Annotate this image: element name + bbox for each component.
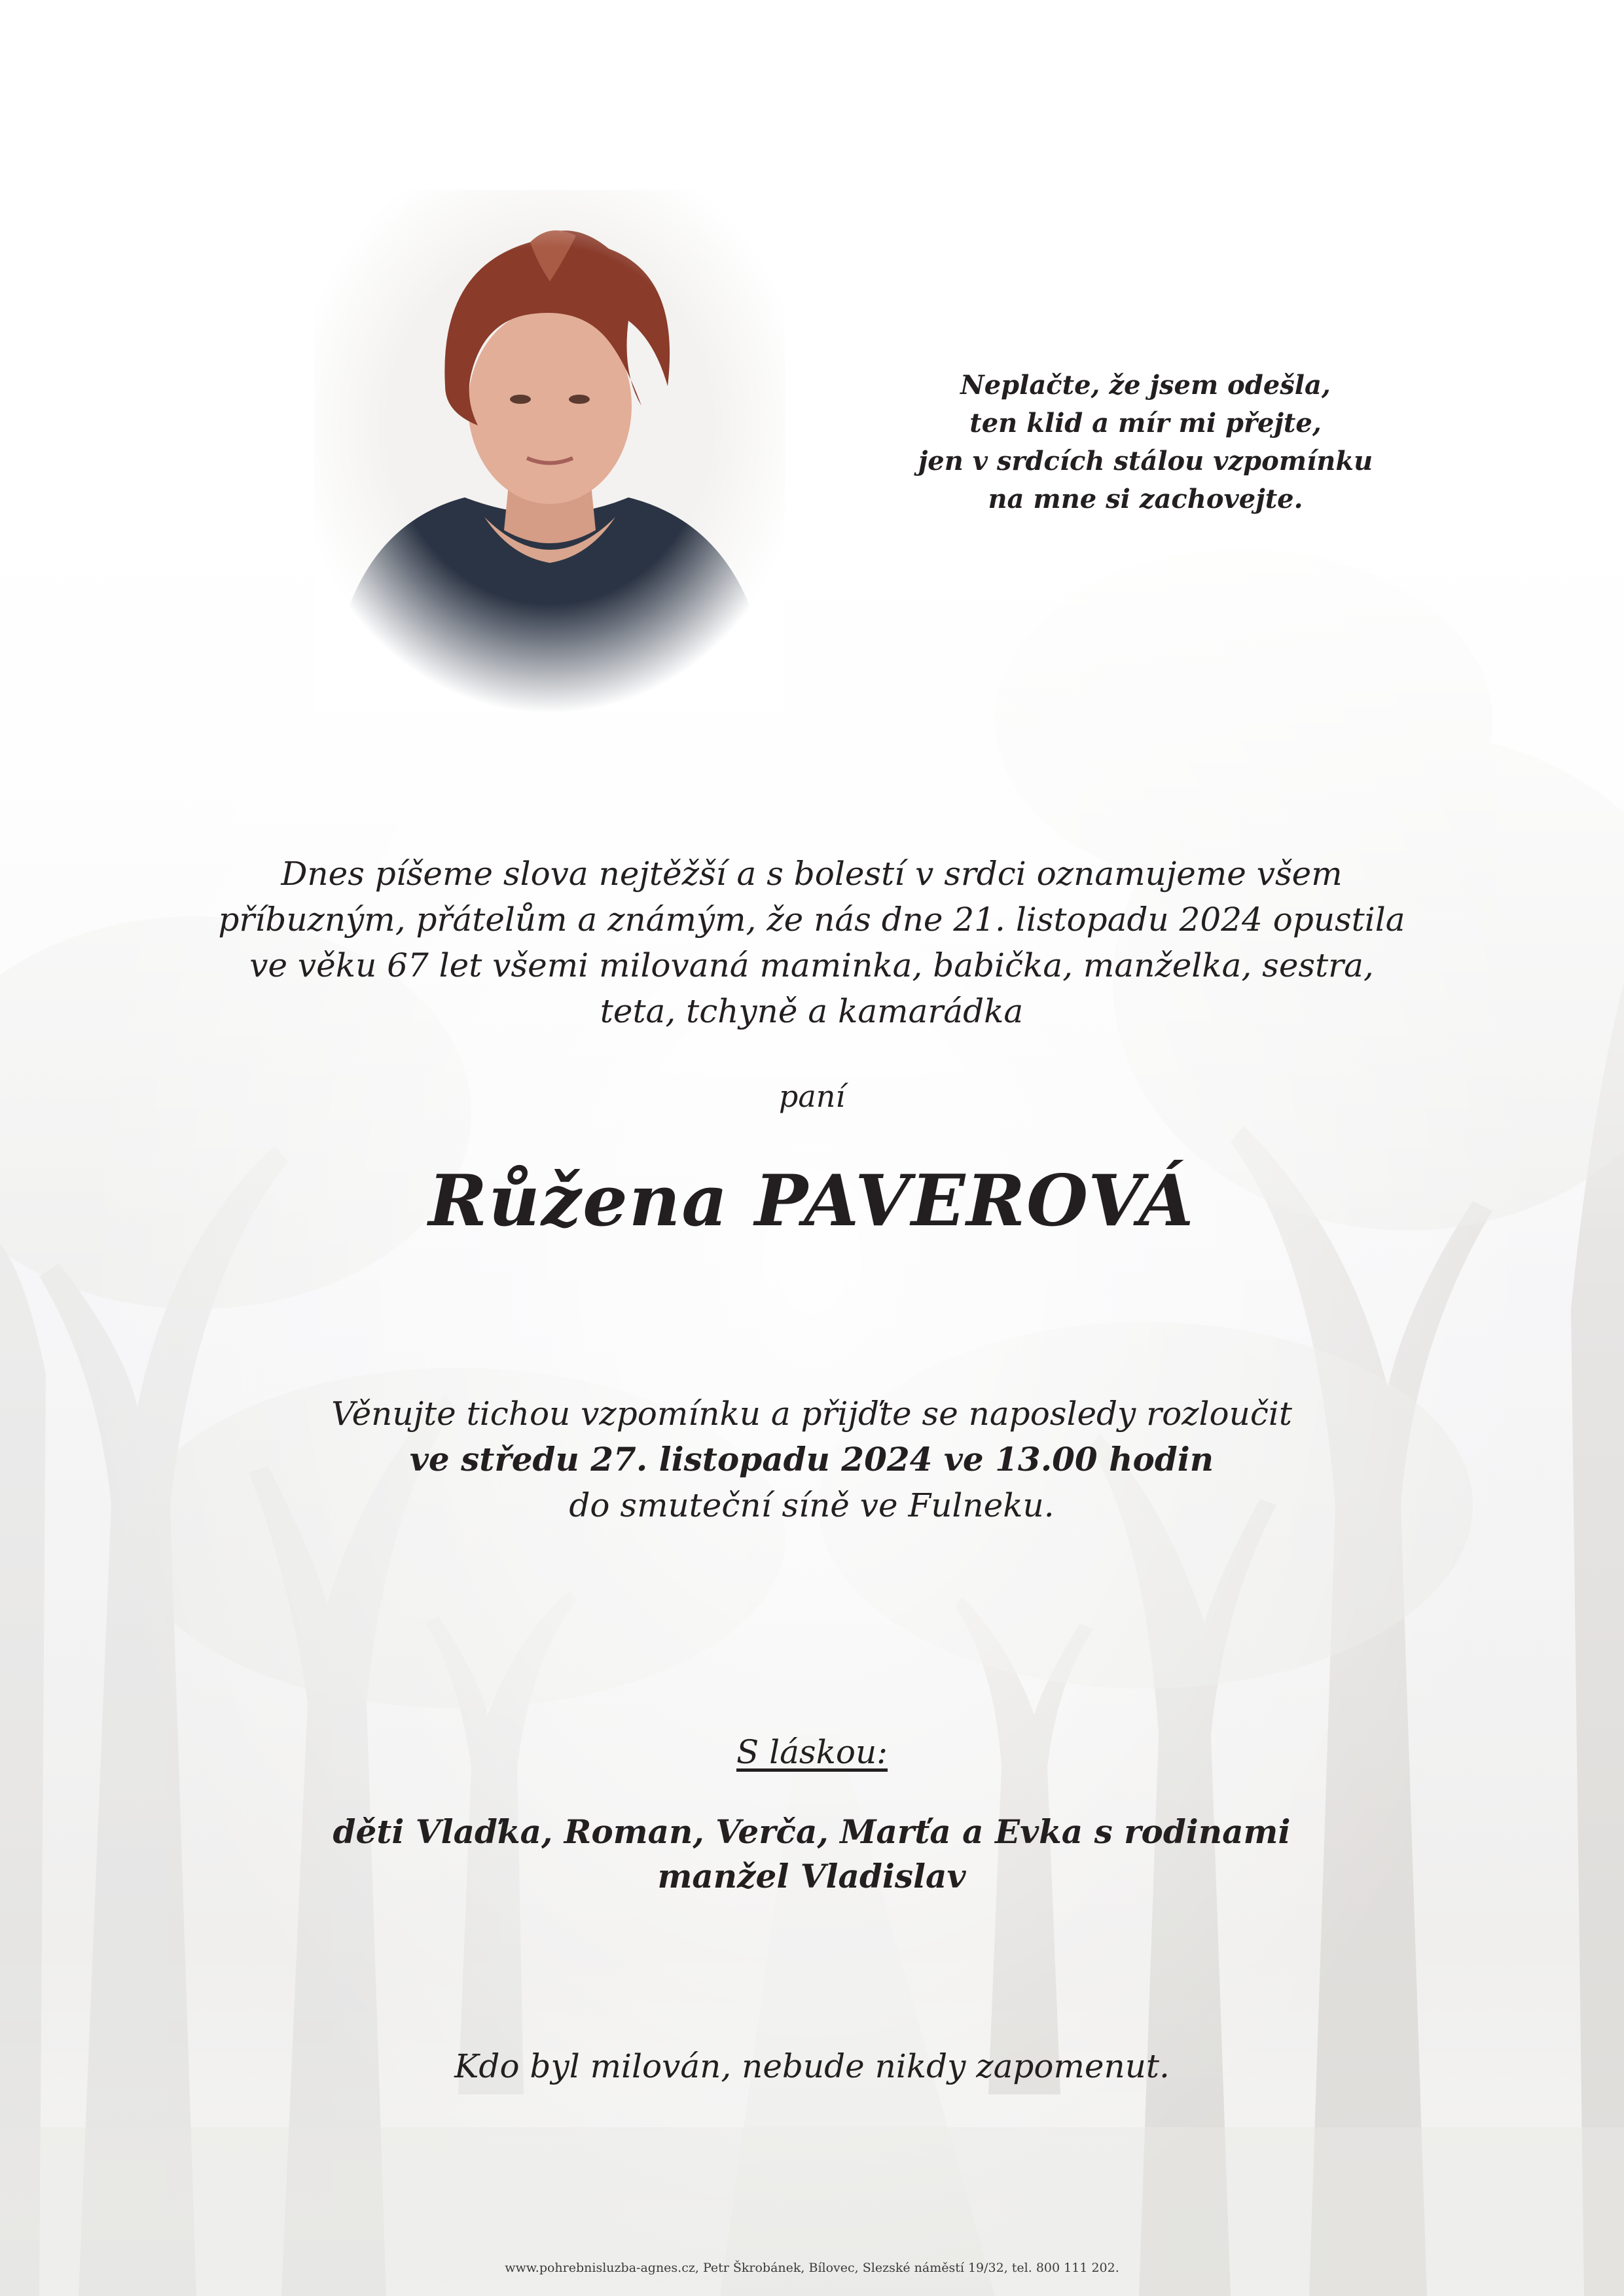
announcement-line: příbuzným, přátelům a známým, že nás dne 21. listopadu 2024 opustila (218, 901, 1405, 939)
honorific: paní (778, 1079, 846, 1114)
verse-line: ten klid a mír mi přejte, (969, 408, 1322, 439)
ceremony-date-time: ve středu 27. listopadu 2024 ve 13.00 hodin (409, 1440, 1214, 1479)
mourners-heading-text: S láskou: (736, 1733, 888, 1771)
deceased-name: Růžena PAVEROVÁ (428, 1160, 1195, 1242)
announcement-text (157, 851, 1466, 1034)
portrait-photo-icon (314, 190, 785, 713)
memorial-verse (851, 367, 1440, 518)
mourners-line: manžel Vladislav (657, 1857, 966, 1895)
closing-motto: Kdo byl milován, nebude nikdy zapomenut. (454, 2047, 1170, 2085)
verse-line: jen v srdcích stálou vzpomínku (918, 446, 1373, 476)
announcement-line: teta, tchyně a kamarádka (600, 992, 1024, 1030)
mourners-list (157, 1810, 1466, 1899)
announcement-line: Dnes píšeme slova nejtěžší a s bolestí v srdci oznamujeme všem (281, 855, 1343, 893)
verse-line: Neplačte, že jsem odešla, (960, 370, 1331, 401)
ceremony-details (157, 1391, 1466, 1528)
ceremony-invitation: Věnujte tichou vzpomínku a přijďte se naposledy rozloučit (331, 1395, 1292, 1433)
funeral-service-footer: www.pohrebnisluzba-agnes.cz, Petr Škrobánek, Bílovec, Slezské náměstí 19/32, tel. 800 111 202. (505, 2261, 1119, 2275)
mourners-line: děti Vlaďka, Roman, Verča, Marťa a Evka s rodinami (333, 1812, 1291, 1851)
announcement-line: ve věku 67 let všemi milovaná maminka, babička, manželka, sestra, (249, 946, 1374, 984)
verse-line: na mne si zachovejte. (988, 484, 1303, 514)
mourners-heading (0, 1731, 1624, 1773)
ceremony-place: do smuteční síně ve Fulneku. (569, 1486, 1055, 1524)
